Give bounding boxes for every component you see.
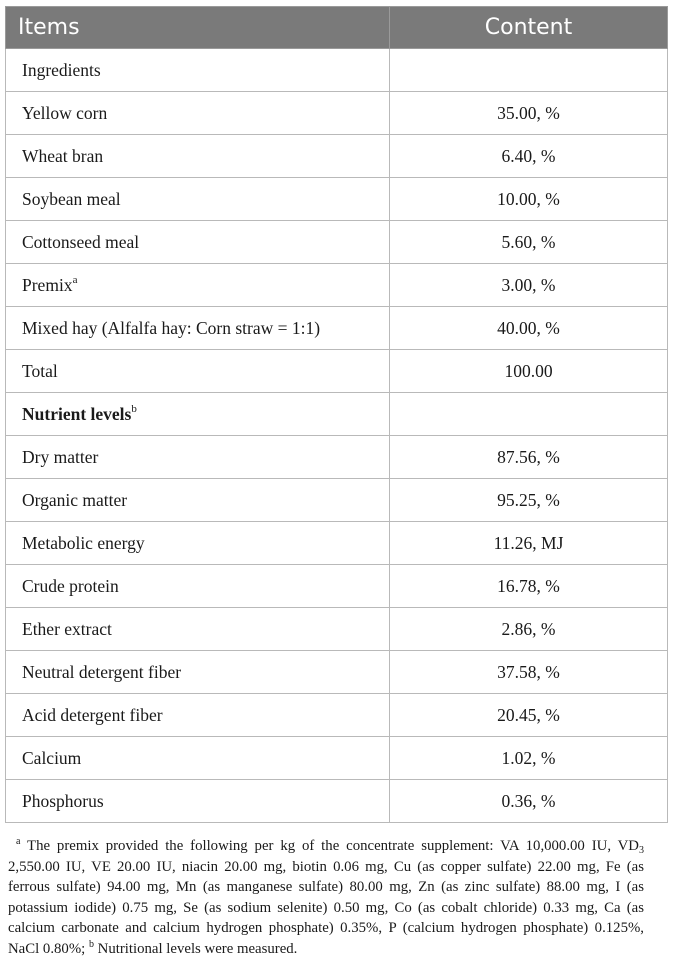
row-value: 37.58, % bbox=[390, 651, 668, 694]
row-value: 16.78, % bbox=[390, 565, 668, 608]
row-item: Phosphorus bbox=[6, 780, 390, 823]
footnote-text-a-part2: 2,550.00 IU, VE 20.00 IU, niacin 20.00 mg, biotin 0.06 mg, Cu (as copper sulfate) 22.00 mg, Fe (as ferrous sulfate) 94.00 mg, Mn (as manganese sulfate) 80.00 mg, Zn (as zinc sulfate) 88.00 mg, I (as potassium iodide) 0.75 mg, Se (as sodium selenite) 0.50 mg, Co (as cobalt chloride) 0.33 mg, Ca (as calcium carbonate and calcium hydrogen phosphate) 0.35%, P (calcium hydrogen phosphate) 0.125%, NaCl 0.80%; bbox=[8, 858, 644, 957]
table-footnote bbox=[8, 836, 644, 959]
table-header-row bbox=[6, 7, 668, 49]
row-item: Wheat bran bbox=[6, 135, 390, 178]
row-value: 87.56, % bbox=[390, 436, 668, 479]
table-row bbox=[6, 522, 668, 565]
table-row bbox=[6, 737, 668, 780]
row-item: Neutral detergent fiber bbox=[6, 651, 390, 694]
row-value: 6.40, % bbox=[390, 135, 668, 178]
row-item: Ether extract bbox=[6, 608, 390, 651]
row-value: 95.25, % bbox=[390, 479, 668, 522]
footnote-subscript: 3 bbox=[639, 845, 644, 856]
row-item: Acid detergent fiber bbox=[6, 694, 390, 737]
header-content: Content bbox=[390, 7, 668, 49]
row-value: 35.00, % bbox=[390, 92, 668, 135]
row-value: 11.26, MJ bbox=[390, 522, 668, 565]
row-item: Metabolic energy bbox=[6, 522, 390, 565]
row-item: Cottonseed meal bbox=[6, 221, 390, 264]
footnote-marker: a bbox=[72, 273, 78, 286]
table-row bbox=[6, 307, 668, 350]
table-row bbox=[6, 264, 668, 307]
row-value: 3.00, % bbox=[390, 264, 668, 307]
row-item: Crude protein bbox=[6, 565, 390, 608]
header-items: Items bbox=[6, 7, 390, 49]
table-row bbox=[6, 393, 668, 436]
row-item: Mixed hay (Alfalfa hay: Corn straw = 1:1) bbox=[6, 307, 390, 350]
footnote-marker-a: a bbox=[16, 836, 21, 847]
footnote-marker-b: b bbox=[88, 938, 94, 950]
table-row bbox=[6, 221, 668, 264]
row-value: 5.60, % bbox=[390, 221, 668, 264]
footnote-text-b: Nutritional levels were measured. bbox=[93, 940, 298, 957]
composition-table bbox=[5, 6, 668, 823]
row-item: Calcium bbox=[6, 737, 390, 780]
row-value: 0.36, % bbox=[390, 780, 668, 823]
table-row bbox=[6, 350, 668, 393]
table-row bbox=[6, 178, 668, 221]
table-row bbox=[6, 651, 668, 694]
row-value: 100.00 bbox=[390, 350, 668, 393]
table-row bbox=[6, 135, 668, 178]
row-item-label: Premix bbox=[22, 274, 73, 295]
table-row bbox=[6, 608, 668, 651]
row-item: Organic matter bbox=[6, 479, 390, 522]
row-item bbox=[6, 393, 390, 436]
table-row bbox=[6, 780, 668, 823]
table-row bbox=[6, 92, 668, 135]
row-value: 20.45, % bbox=[390, 694, 668, 737]
row-item: Dry matter bbox=[6, 436, 390, 479]
row-item: Soybean meal bbox=[6, 178, 390, 221]
footnote-text-a-part1: The premix provided the following per kg of the concentrate supplement: VA 10,000.00 IU, VD bbox=[20, 838, 639, 854]
table-row bbox=[6, 694, 668, 737]
row-value: 1.02, % bbox=[390, 737, 668, 780]
row-item: Total bbox=[6, 350, 390, 393]
row-item bbox=[6, 264, 390, 307]
table-row bbox=[6, 479, 668, 522]
row-item: Yellow corn bbox=[6, 92, 390, 135]
row-value: 40.00, % bbox=[390, 307, 668, 350]
row-value bbox=[390, 393, 668, 436]
table-row bbox=[6, 49, 668, 92]
row-item: Ingredients bbox=[6, 49, 390, 92]
table-row bbox=[6, 436, 668, 479]
row-item-label: Nutrient levels bbox=[22, 403, 132, 424]
row-value: 2.86, % bbox=[390, 608, 668, 651]
footnote-marker: b bbox=[131, 402, 137, 415]
table-row bbox=[6, 565, 668, 608]
row-value bbox=[390, 49, 668, 92]
row-value: 10.00, % bbox=[390, 178, 668, 221]
